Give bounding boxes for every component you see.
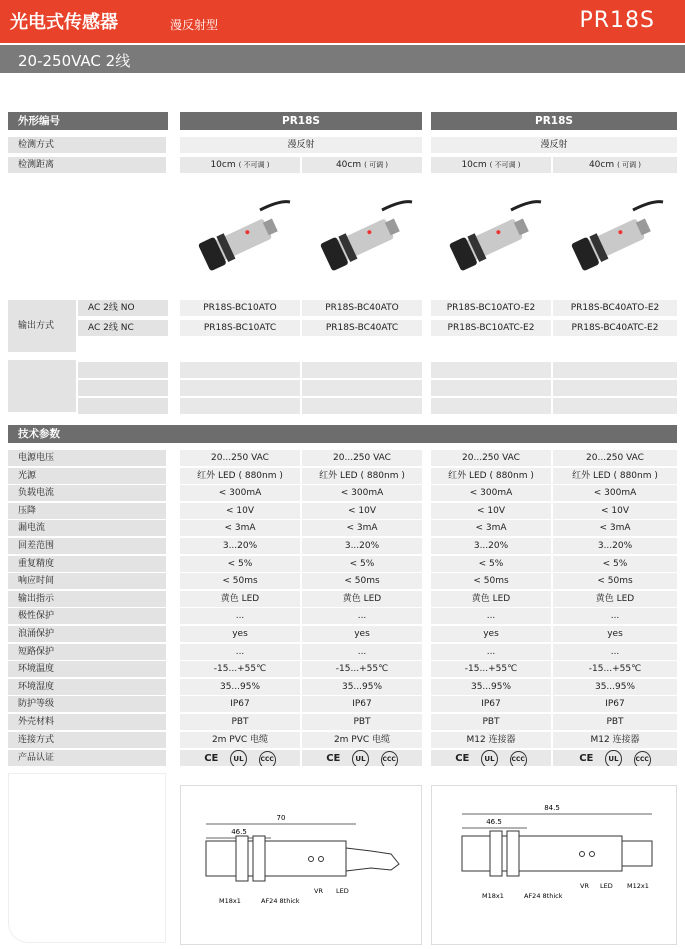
af-2: AF24 8thick — [524, 892, 563, 900]
detect-dist-label: 检测距离 — [8, 157, 166, 173]
subheader-text: 20-250VAC 2线 — [18, 52, 131, 70]
ce-mark-icon: CE — [204, 753, 219, 764]
blank-cell — [180, 380, 300, 396]
spec-label: 重复精度 — [8, 556, 166, 572]
ul-mark-icon: UL — [605, 750, 621, 766]
spec-value: IP67 — [180, 696, 300, 712]
detect-dist-cell — [302, 157, 422, 173]
blank-cell — [431, 398, 551, 414]
spec-label: 响应时间 — [8, 573, 166, 589]
output-model: PR18S-BC10ATC — [180, 320, 300, 336]
ul-mark-icon: UL — [481, 750, 497, 766]
blank-cell — [431, 380, 551, 396]
cert-cell — [180, 750, 300, 766]
nut-2a — [490, 831, 502, 876]
spec-label: 电源电压 — [8, 450, 166, 466]
connector-2 — [622, 841, 652, 866]
spec-label: 连接方式 — [8, 732, 166, 748]
spec-value: PBT — [431, 714, 551, 730]
spec-value: < 300mA — [180, 485, 300, 501]
header-bar — [0, 0, 685, 43]
thread-2: M18x1 — [482, 892, 504, 900]
thread-1: M18x1 — [219, 897, 241, 905]
spec-value: yes — [302, 626, 422, 642]
spec-value: 红外 LED ( 880nm ) — [553, 468, 677, 484]
output-model: PR18S-BC10ATC-E2 — [431, 320, 551, 336]
spec-value: 2m PVC 电缆 — [180, 732, 300, 748]
spec-value: M12 连接器 — [553, 732, 677, 748]
dimension-drawing-2 — [431, 785, 677, 945]
sensor-body-2 — [462, 836, 622, 871]
spec-value: < 10V — [553, 503, 677, 519]
spec-value: 3...20% — [431, 538, 551, 554]
detect-mode-value-1: 漫反射 — [180, 137, 422, 153]
spec-value: 20...250 VAC — [553, 450, 677, 466]
output-model: PR18S-BC40ATC-E2 — [553, 320, 677, 336]
spec-value: < 3mA — [431, 520, 551, 536]
ul-mark-icon: UL — [230, 750, 246, 766]
blank-cell — [302, 362, 422, 378]
tech-params-bar: 技术参数 — [8, 425, 677, 443]
spec-label: 环境温度 — [8, 661, 166, 677]
nut-1a — [236, 836, 248, 881]
spec-label: 输出指示 — [8, 591, 166, 607]
page-subtitle: 漫反射型 — [170, 18, 219, 32]
spec-value: -15...+55℃ — [180, 661, 300, 677]
spec-value: 黄色 LED — [431, 591, 551, 607]
detect-dist-note: ( 不可调 ) — [489, 161, 521, 169]
detect-mode-label: 检测方式 — [8, 137, 166, 153]
spec-value: ... — [553, 608, 677, 624]
spec-label: 外壳材料 — [8, 714, 166, 730]
spec-label: 防护等级 — [8, 696, 166, 712]
spec-value: < 10V — [180, 503, 300, 519]
spec-value: 35...95% — [431, 679, 551, 695]
spec-value: < 50ms — [431, 573, 551, 589]
spec-label: 压降 — [8, 503, 166, 519]
blank-cell — [302, 380, 422, 396]
blank-cell — [553, 362, 677, 378]
spec-value: 35...95% — [553, 679, 677, 695]
spec-label: 浪涌保护 — [8, 626, 166, 642]
ccc-mark-icon: CCC — [634, 751, 651, 766]
spec-label: 环境湿度 — [8, 679, 166, 695]
spec-value: < 3mA — [180, 520, 300, 536]
sensor-image-1 — [190, 190, 295, 280]
ce-mark-icon: CE — [326, 753, 341, 764]
spec-value: < 10V — [302, 503, 422, 519]
output-model: PR18S-BC40ATO-E2 — [553, 300, 677, 316]
dim-body-2: 46.5 — [486, 818, 502, 826]
output-model: PR18S-BC40ATC — [302, 320, 422, 336]
cert-cell — [431, 750, 551, 766]
blank-cell — [302, 398, 422, 414]
output-sub-label: AC 2线 NO — [78, 300, 168, 316]
nut-1b — [253, 836, 265, 881]
spec-value: -15...+55℃ — [553, 661, 677, 677]
led-2: LED — [600, 882, 613, 890]
spec-value: < 50ms — [553, 573, 677, 589]
ccc-mark-icon: CCC — [381, 751, 398, 766]
detect-dist-value: 40cm — [335, 160, 362, 170]
blank-cell — [553, 398, 677, 414]
ccc-mark-icon: CCC — [510, 751, 527, 766]
spec-label: 短路保护 — [8, 644, 166, 660]
spec-value: < 10V — [431, 503, 551, 519]
spec-value: 3...20% — [180, 538, 300, 554]
dim-total-2: 84.5 — [544, 804, 560, 812]
vr-1: VR — [314, 887, 323, 895]
spec-value: ... — [302, 644, 422, 660]
vr-2: VR — [580, 882, 589, 890]
blank-cell — [431, 362, 551, 378]
spec-value: 黄色 LED — [180, 591, 300, 607]
detect-dist-note: ( 不可调 ) — [238, 161, 270, 169]
ccc-mark-icon: CCC — [259, 751, 276, 766]
dim-body-1: 46.5 — [231, 828, 247, 836]
spec-value: ... — [180, 644, 300, 660]
spec-value: 黄色 LED — [553, 591, 677, 607]
group1-title: PR18S — [180, 112, 422, 130]
spec-value: < 300mA — [553, 485, 677, 501]
af-1: AF24 8thick — [261, 897, 300, 905]
cert-cell — [553, 750, 677, 766]
spec-value: ... — [180, 608, 300, 624]
sensor-body-1 — [206, 841, 346, 876]
spec-value: yes — [553, 626, 677, 642]
spec-value: 35...95% — [180, 679, 300, 695]
blank-cell — [180, 398, 300, 414]
spec-value: 20...250 VAC — [302, 450, 422, 466]
shape-label: 外形编号 — [8, 112, 168, 130]
spec-value: PBT — [302, 714, 422, 730]
spec-value: IP67 — [553, 696, 677, 712]
detect-dist-note: ( 可调 ) — [617, 161, 642, 169]
detect-dist-note: ( 可调 ) — [364, 161, 389, 169]
spec-value: < 5% — [553, 556, 677, 572]
spec-value: 35...95% — [302, 679, 422, 695]
blank-cell — [180, 362, 300, 378]
output-model: PR18S-BC10ATO-E2 — [431, 300, 551, 316]
spec-label: 光源 — [8, 468, 166, 484]
spec-value: 红外 LED ( 880nm ) — [302, 468, 422, 484]
spec-value: -15...+55℃ — [302, 661, 422, 677]
subheader-bar — [0, 45, 685, 73]
spec-value: 黄色 LED — [302, 591, 422, 607]
ce-mark-icon: CE — [579, 753, 594, 764]
spec-value: ... — [302, 608, 422, 624]
spec-value: ... — [553, 644, 677, 660]
detect-dist-cell — [180, 157, 300, 173]
detect-mode-value-2: 漫反射 — [431, 137, 677, 153]
cable-1 — [346, 848, 399, 871]
spec-value: < 300mA — [431, 485, 551, 501]
spec-value: < 300mA — [302, 485, 422, 501]
cert-cell — [302, 750, 422, 766]
spec-value: < 3mA — [553, 520, 677, 536]
blank-sub-cell — [78, 362, 168, 378]
spec-value: < 5% — [302, 556, 422, 572]
spec-label: 漏电流 — [8, 520, 166, 536]
spec-value: PBT — [180, 714, 300, 730]
dim-total-1: 70 — [276, 814, 286, 822]
blank-area — [8, 773, 166, 943]
output-model: PR18S-BC10ATO — [180, 300, 300, 316]
spec-value: < 50ms — [302, 573, 422, 589]
blank-block-label — [8, 360, 76, 412]
spec-value: PBT — [553, 714, 677, 730]
blank-cell — [553, 380, 677, 396]
conn-2: M12x1 — [627, 882, 649, 890]
detect-dist-value: 10cm — [461, 160, 487, 170]
spec-label: 极性保护 — [8, 608, 166, 624]
drawing-2-svg — [432, 786, 676, 944]
spec-value: 2m PVC 电缆 — [302, 732, 422, 748]
spec-value: < 5% — [180, 556, 300, 572]
spec-value: IP67 — [431, 696, 551, 712]
spec-value: < 50ms — [180, 573, 300, 589]
spec-value: yes — [180, 626, 300, 642]
spec-value: 3...20% — [553, 538, 677, 554]
spec-value: 3...20% — [302, 538, 422, 554]
group2-title: PR18S — [431, 112, 677, 130]
page-title: 光电式传感器 — [10, 12, 118, 33]
drawing-1-svg — [181, 786, 421, 944]
spec-value: < 3mA — [302, 520, 422, 536]
spec-value: IP67 — [302, 696, 422, 712]
output-label: 输出方式 — [8, 300, 76, 352]
spec-value: yes — [431, 626, 551, 642]
spec-value: 20...250 VAC — [431, 450, 551, 466]
detect-dist-cell — [553, 157, 677, 173]
spec-value: -15...+55℃ — [431, 661, 551, 677]
detect-dist-cell — [431, 157, 551, 173]
sensor-image-3 — [441, 190, 546, 280]
sensor-image-2 — [312, 190, 417, 280]
ul-mark-icon: UL — [352, 750, 368, 766]
led-1: LED — [336, 887, 349, 895]
output-sub-label: AC 2线 NC — [78, 320, 168, 336]
blank-sub-cell — [78, 398, 168, 414]
spec-value: M12 连接器 — [431, 732, 551, 748]
spec-label: 回差范围 — [8, 538, 166, 554]
model-title: PR18S — [579, 8, 655, 33]
blank-sub-cell — [78, 380, 168, 396]
spec-value: 红外 LED ( 880nm ) — [180, 468, 300, 484]
ce-mark-icon: CE — [455, 753, 470, 764]
spec-value: < 5% — [431, 556, 551, 572]
nut-2b — [507, 831, 519, 876]
cert-label: 产品认证 — [8, 750, 166, 766]
spec-value: ... — [431, 644, 551, 660]
sensor-image-4 — [563, 190, 668, 280]
spec-value: 20...250 VAC — [180, 450, 300, 466]
output-model: PR18S-BC40ATO — [302, 300, 422, 316]
detect-dist-value: 40cm — [588, 160, 615, 170]
spec-value: ... — [431, 608, 551, 624]
detect-dist-value: 10cm — [210, 160, 236, 170]
spec-value: 红外 LED ( 880nm ) — [431, 468, 551, 484]
dimension-drawing-1 — [180, 785, 422, 945]
spec-label: 负载电流 — [8, 485, 166, 501]
